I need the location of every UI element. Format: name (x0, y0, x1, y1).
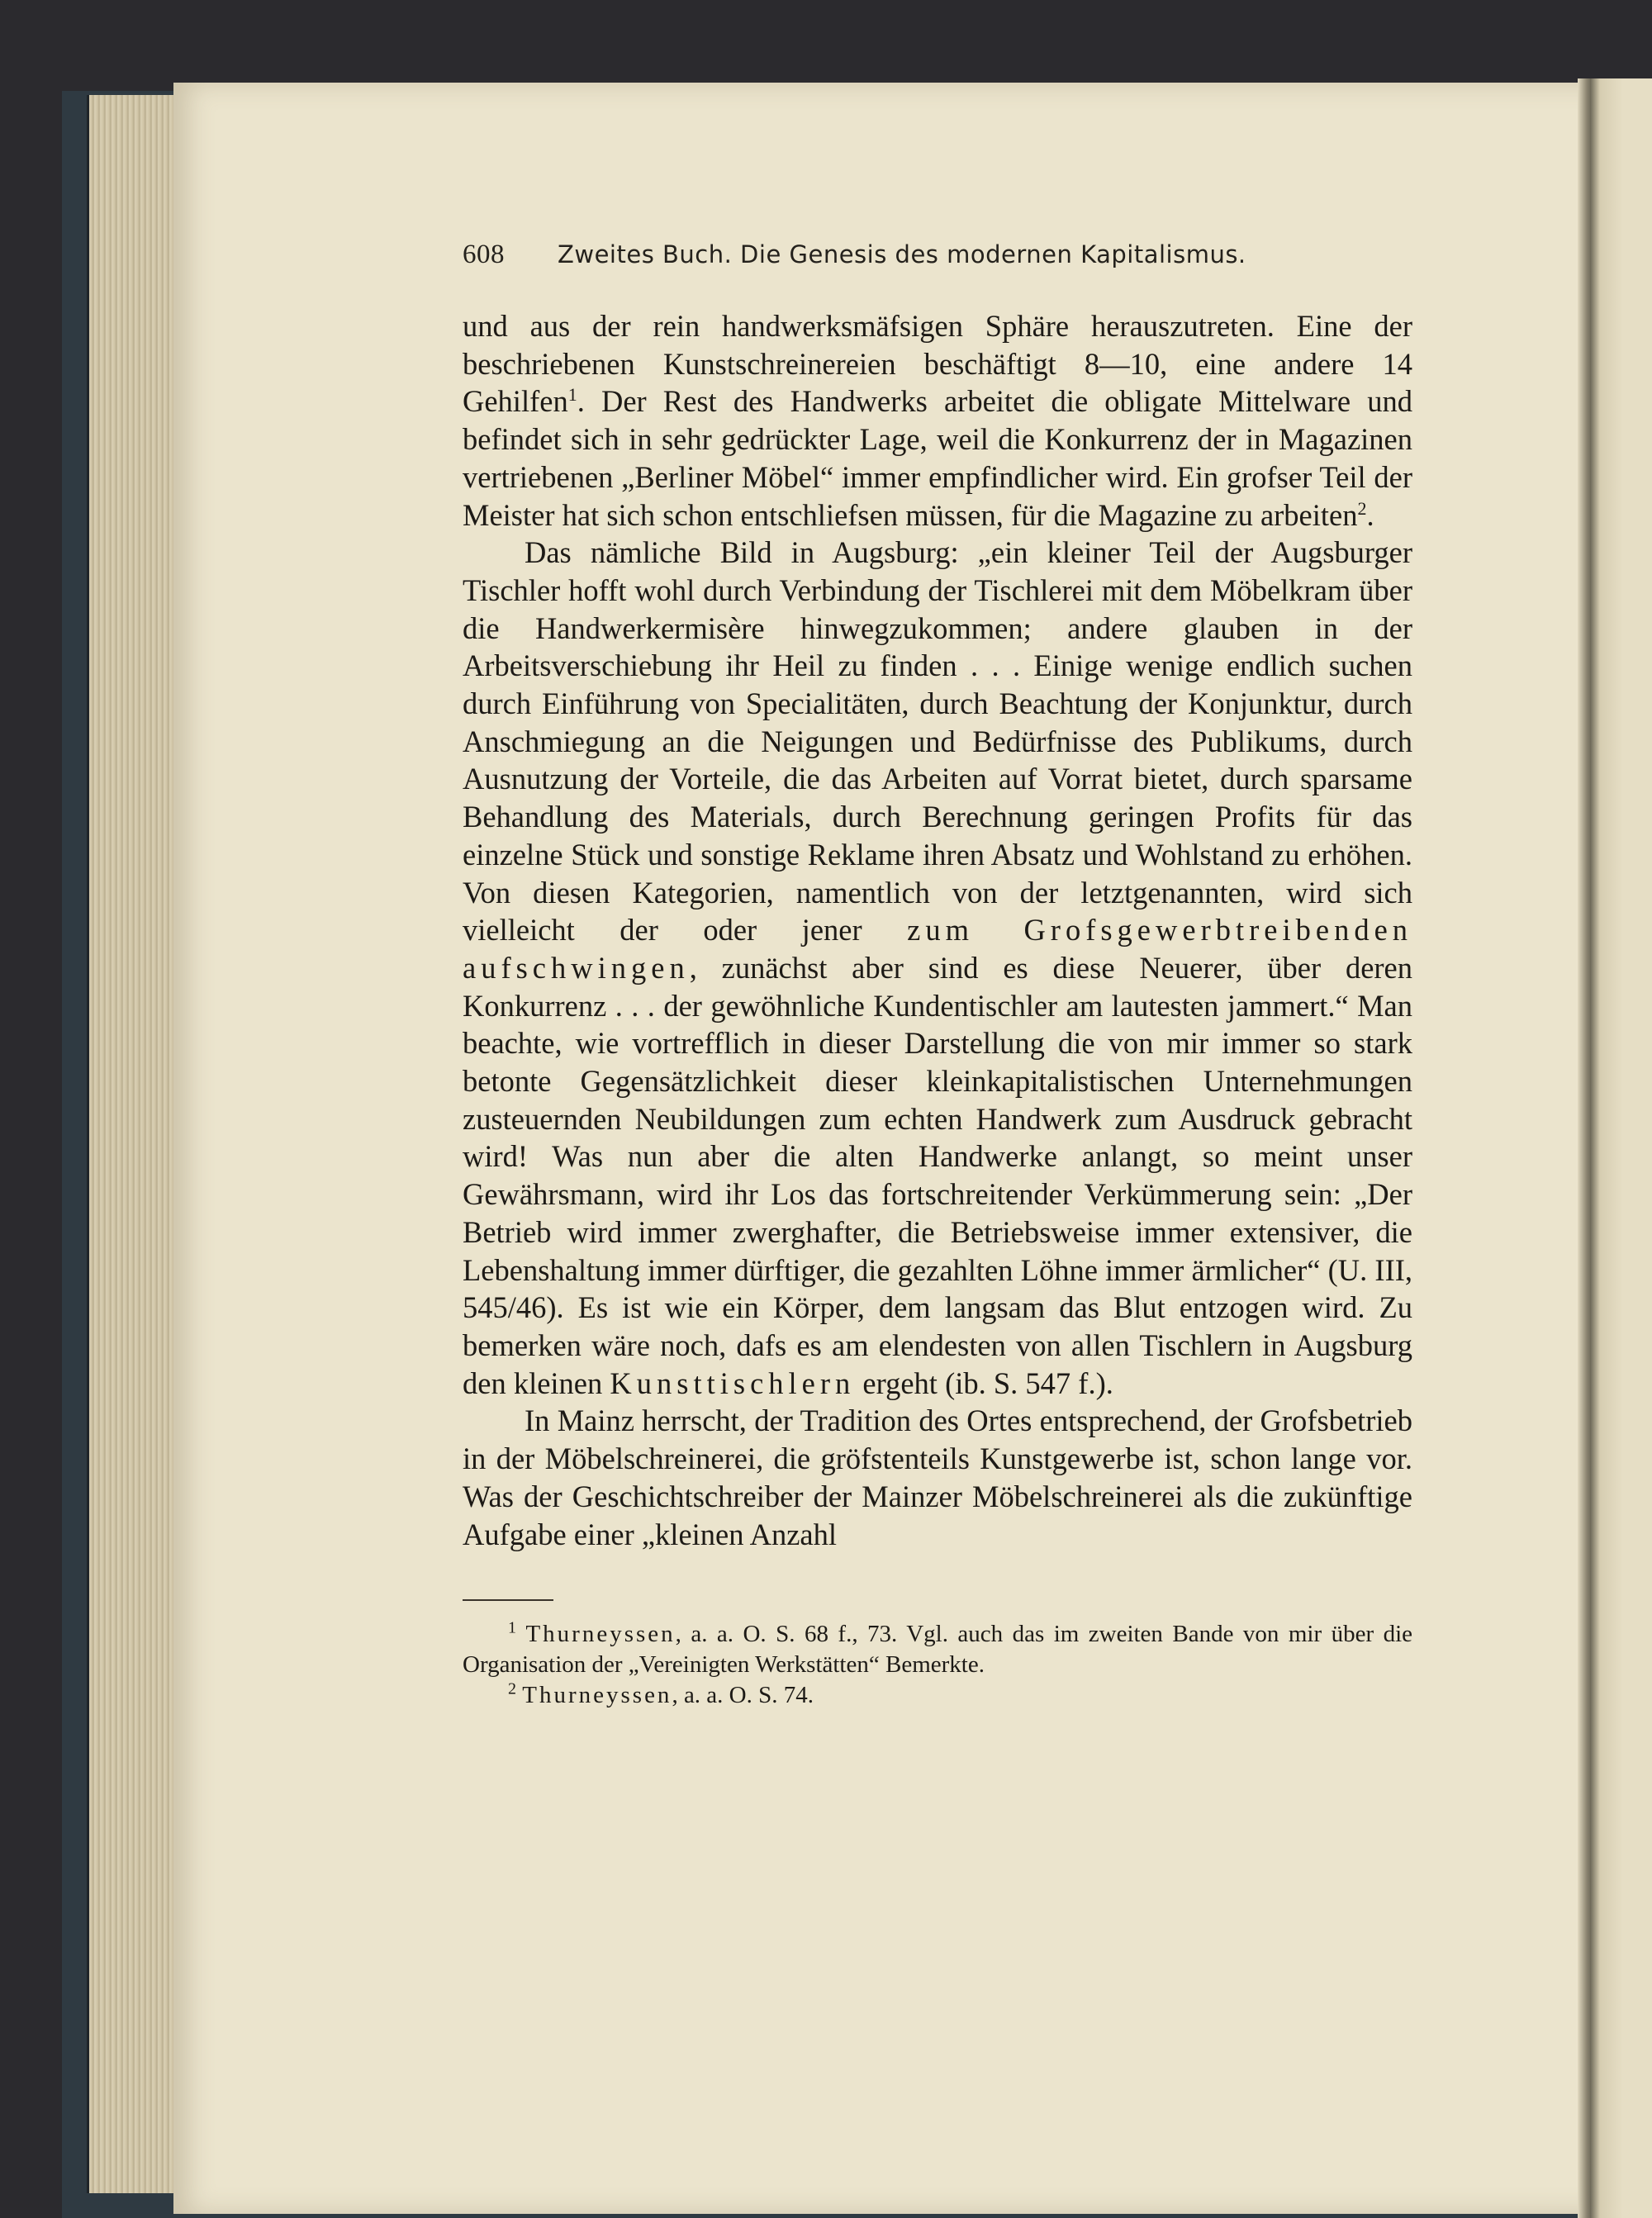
footnote-2 (463, 1680, 1412, 1711)
footnote-1 (463, 1619, 1412, 1680)
footnote-1-number: 1 (508, 1618, 516, 1637)
footnote-2-number: 2 (508, 1679, 516, 1698)
paragraph-2-text-c: ergeht (ib. S. 547 f.). (855, 1365, 1113, 1400)
footnote-1-text: , a. a. O. S. 68 f., 73. Vgl. auch das im zweiten Bande von mir über die Organisation der „Vereinigten Werkstätten“ Bemerkte. (463, 1621, 1412, 1679)
page-number: 608 (463, 240, 505, 269)
paragraph-2 (463, 534, 1412, 1402)
facing-page-edge (1590, 78, 1652, 2218)
footnote-ref-2: 2 (1357, 497, 1367, 519)
footnote-ref-1: 1 (567, 384, 577, 406)
paragraph-2-text-a: Das nämliche Bild in Augsburg: „ein kleiner Teil der Augsburger Tischler hofft wohl durch Verbindung der Tischlerei mit dem Möbelkram über die Handwerkermisère hinwegzukommen; andere glauben in der Arbeitsverschiebung ihr Heil zu finden . . . Einige wenige endlich suchen durch Einführung von Specialitäten, durch Beachtung der Konjunktur, durch Anschmiegung an die Neigungen und Bedürfnisse des Publikums, durch Ausnutzung der Vorteile, die das Arbeiten auf Vorrat bietet, durch sparsame Behandlung des Materials, durch Berechnung geringen Profits für das einzelne Stück und sonstige Reklame ihren Absatz und Wohlstand zu erhöhen. Von diesen Kategorien, namentlich von der letztgenannten, wird sich vielleicht der oder jener (463, 535, 1412, 948)
page-content (463, 240, 1412, 1711)
footnote-2-text: , a. a. O. S. 74. (672, 1682, 814, 1709)
paragraph-1-text-c: . (1366, 497, 1374, 532)
paragraph-2-spaced-a: zum Grofsgewerbtreibenden aufschwingen (463, 913, 1413, 985)
paragraph-1-text-b: . Der Rest des Handwerks arbeitet die obligate Mittelware und befindet sich in sehr gedrückter Lage, weil die Konkurrenz der in Magazinen vertriebenen „Berliner Möbel“ immer empfindlicher wird. Ein grofser Teil der Meister hat sich schon entschliefsen müssen, für die Magazine zu arbeiten (463, 384, 1412, 532)
running-header (463, 240, 1412, 289)
footnote-2-author: Thurneyssen (522, 1682, 672, 1709)
paragraph-2-text-b: , zunächst aber sind es diese Neuerer, über deren Konkurrenz . . . der gewöhnliche Kundentischler am lautesten jammert.“ Man beachte, wie vortrefflich in dieser Darstellung die von mir immer so stark betonte Gegensätzlichkeit dieser kleinkapitalistischen Unternehmungen zusteuernden Neubildungen zum echten Handwerk zum Ausdruck gebracht wird! Was nun aber die alten Handwerke anlangt, so meint unser Gewährsmann, wird ihr Los das fortschreitender Verkümmerung sein: „Der Betrieb wird immer zwerghafter, die Betriebsweise immer extensiver, die Lebenshaltung immer dürftiger, die gezahlten Löhne immer ärmlicher“ (U. III, 545/46). Es ist wie ein Körper, dem langsam das Blut entzogen wird. Zu bemerken wäre noch, dafs es am elendesten von allen Tischlern in Augsburg den kleinen (463, 950, 1412, 1400)
footnote-1-author: Thurneyssen (525, 1621, 676, 1648)
paragraph-2-spaced-b: Kunsttischlern (610, 1365, 856, 1400)
paragraph-1-text-a: und aus der rein handwerksmäfsigen Sphäre herauszutreten. Eine der beschriebenen Kunstschreinereien beschäftigt 8—10, eine andere 14 Gehilfen (463, 309, 1412, 419)
body-text (463, 307, 1412, 1553)
paragraph-3: In Mainz herrscht, der Tradition des Ortes entsprechend, der Grofsbetrieb in der Möbelschreinerei, die gröfstenteils Kunstgewerbe ist, schon lange vor. Was der Geschichtschreiber der Mainzer Möbelschreinerei als die zukünftige Aufgabe einer „kleinen Anzahl (463, 1403, 1412, 1551)
running-title: Zweites Buch. Die Genesis des modernen Kapitalismus. (558, 240, 1246, 268)
footnotes (463, 1619, 1412, 1711)
paragraph-1 (463, 307, 1412, 534)
footnote-rule (463, 1599, 553, 1601)
